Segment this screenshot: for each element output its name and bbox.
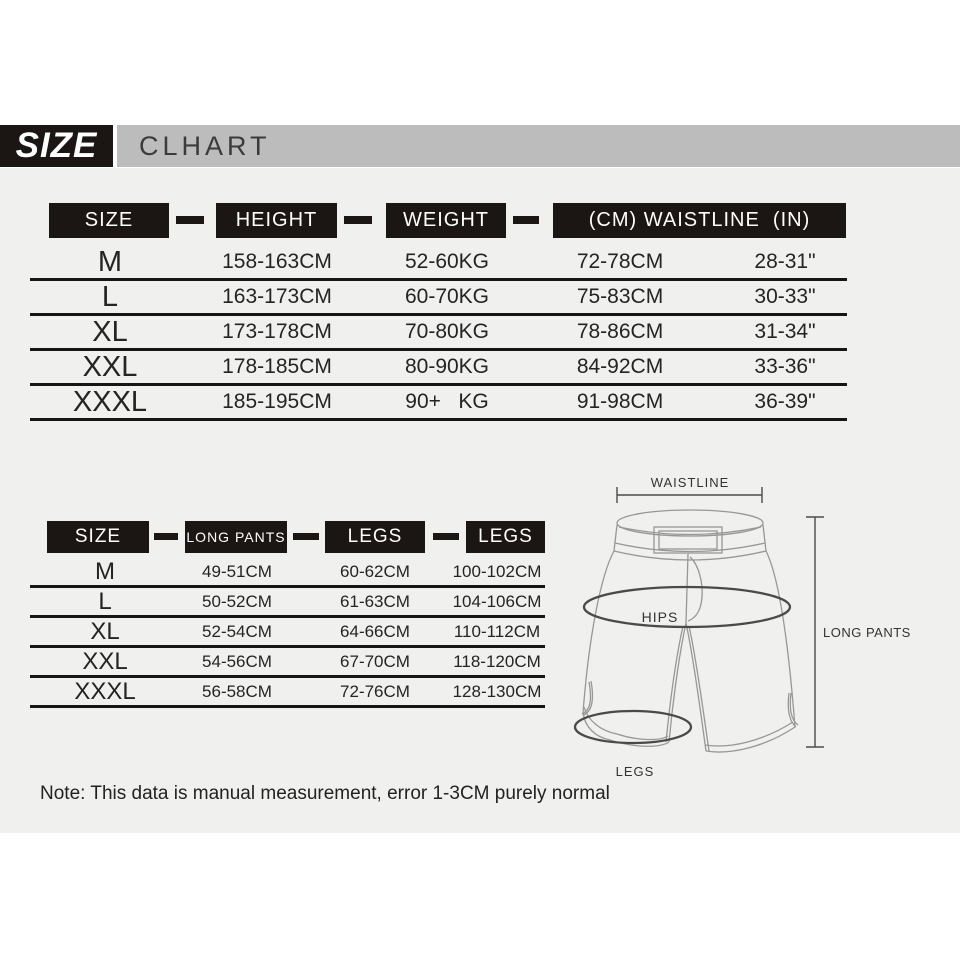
leg-opening-cell: 100-102CM: [452, 562, 542, 581]
waist-in-cell: 31-34": [754, 320, 816, 343]
legs-label: LEGS: [615, 764, 655, 779]
legs-cell: 64-66CM: [340, 622, 410, 641]
height-cell: 173-178CM: [222, 320, 332, 343]
size-table-header-height: HEIGHT: [216, 203, 337, 238]
weight-cell: 80-90KG: [404, 355, 490, 378]
size-table-header-size: SIZE: [49, 203, 169, 238]
header-dash: [176, 216, 204, 224]
table-row: [30, 351, 847, 386]
size-cell: XXL: [82, 648, 128, 675]
size-cell: XXXL: [74, 678, 136, 705]
header-dash: [433, 533, 459, 540]
weight-cell: 52-60KG: [404, 250, 490, 273]
waistline-label: WAISTLINE: [650, 475, 730, 490]
size-table-header-waistline: (CM) WAISTLINE (IN): [553, 203, 846, 238]
size-table-header-weight: WEIGHT: [386, 203, 506, 238]
size-cell: XL: [90, 618, 120, 645]
waist-cm-cell: 75-83CM: [576, 285, 664, 308]
table-row: [30, 618, 545, 648]
header-dash: [154, 533, 178, 540]
pants-table-header-size: SIZE: [47, 521, 149, 553]
title-bar: [117, 125, 960, 167]
long-pants-cell: 49-51CM: [202, 562, 272, 581]
waist-cm-cell: 84-92CM: [576, 355, 664, 378]
long-pants-cell: 54-56CM: [202, 652, 272, 671]
waist-cm-cell: 78-86CM: [576, 320, 664, 343]
long-pants-label: LONG PANTS: [823, 625, 911, 640]
height-cell: 178-185CM: [222, 355, 332, 378]
leg-opening-cell: 104-106CM: [452, 592, 542, 611]
waist-cm-cell: 91-98CM: [576, 390, 664, 413]
height-cell: 185-195CM: [222, 390, 332, 413]
waist-in-cell: 28-31": [754, 250, 816, 273]
size-cell: M: [95, 558, 115, 585]
shorts-outline: [582, 510, 798, 752]
header-dash: [344, 216, 372, 224]
leg-opening-cell: 128-130CM: [452, 682, 542, 701]
pants-table-header-legs: LEGS: [325, 521, 425, 553]
weight-cell: 90+ KG: [405, 390, 489, 413]
waist-in-cell: 36-39": [754, 390, 816, 413]
page-title: CLHART: [139, 130, 271, 161]
size-cell: L: [101, 281, 119, 313]
legs-cell: 61-63CM: [340, 592, 410, 611]
weight-cell: 70-80KG: [404, 320, 490, 343]
table-row: [30, 281, 847, 316]
header-dash: [513, 216, 539, 224]
size-logo-text: SIZE: [15, 126, 98, 165]
size-cell: M: [97, 246, 123, 278]
table-row: [30, 648, 545, 678]
long-pants-measure-line: [806, 517, 824, 747]
table-row: [30, 386, 847, 421]
legs-cell: 72-76CM: [340, 682, 410, 701]
waist-in-cell: 33-36": [754, 355, 816, 378]
long-pants-cell: 52-54CM: [202, 622, 272, 641]
table-row: [30, 558, 545, 588]
hips-label: HIPS: [641, 609, 679, 625]
legs-cell: 60-62CM: [340, 562, 410, 581]
legs-cell: 67-70CM: [340, 652, 410, 671]
waist-cm-cell: 72-78CM: [576, 250, 664, 273]
leg-opening-cell: 110-112CM: [453, 622, 541, 641]
table-row: [30, 316, 847, 351]
size-cell: XXL: [82, 351, 138, 383]
height-cell: 158-163CM: [222, 250, 332, 273]
waist-in-cell: 30-33": [754, 285, 816, 308]
height-cell: 163-173CM: [222, 285, 332, 308]
size-logo-box: [0, 125, 113, 167]
weight-cell: 60-70KG: [404, 285, 490, 308]
header-dash: [293, 533, 319, 540]
table-row: [30, 678, 545, 708]
shorts-measurement-diagram: [565, 465, 915, 785]
table-row: [30, 246, 847, 281]
note-text: Note: This data is manual measurement, error 1-3CM purely normal: [40, 783, 610, 804]
size-cell: XXXL: [72, 386, 148, 418]
pants-table-header-longpants: LONG PANTS: [185, 521, 287, 553]
size-cell: L: [98, 588, 112, 615]
long-pants-cell: 56-58CM: [202, 682, 272, 701]
size-cell: XL: [92, 316, 128, 348]
pants-table-header-legs2: LEGS: [466, 521, 545, 553]
table-row: [30, 588, 545, 618]
leg-opening-cell: 118-120CM: [453, 652, 541, 671]
long-pants-cell: 50-52CM: [202, 592, 272, 611]
